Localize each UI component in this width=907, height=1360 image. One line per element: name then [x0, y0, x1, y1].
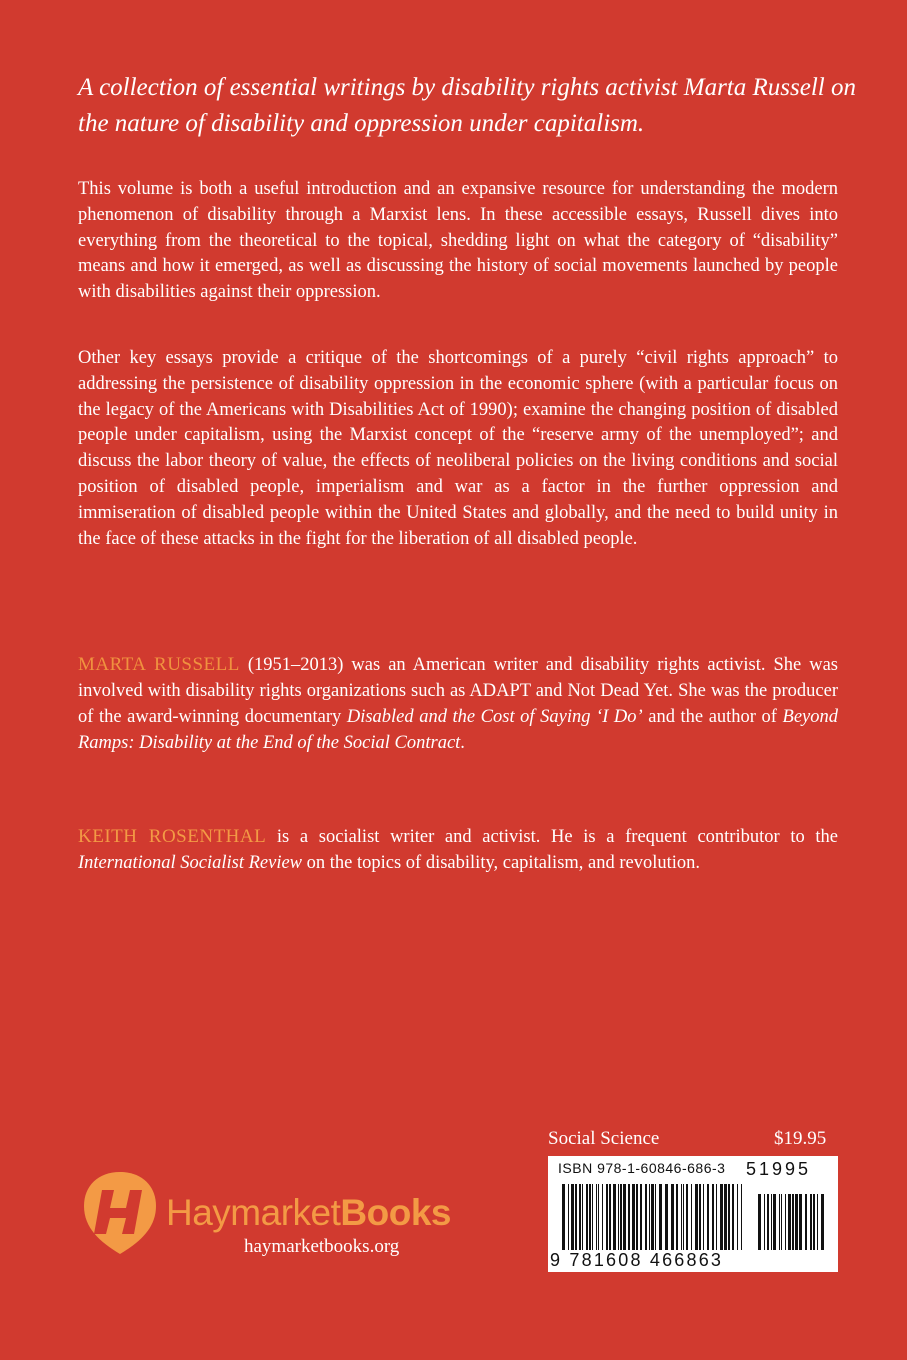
- barcode-bar: [628, 1184, 630, 1250]
- bio-text: and the author of: [642, 707, 783, 727]
- barcode-bar: [640, 1184, 642, 1250]
- barcode-bar: [592, 1184, 593, 1250]
- tagline: A collection of essential writings by disability rights activist Marta Russell on the nature of disability and oppression under capitalism.: [78, 74, 856, 137]
- barcode-bar: [707, 1184, 709, 1250]
- author-bio-rosenthal: [78, 824, 838, 876]
- barcode-bar: [792, 1194, 794, 1250]
- barcode-bar: [805, 1194, 807, 1250]
- barcode-bar: [606, 1184, 608, 1250]
- bio-text: on the topics of disability, capitalism, and revolution.: [302, 853, 701, 873]
- isbn-text: ISBN 978-1-60846-686-3: [558, 1160, 726, 1176]
- barcode-bar: [817, 1194, 818, 1250]
- author-name-rosenthal: KEITH ROSENTHAL: [78, 826, 267, 847]
- barcode-bar: [788, 1194, 791, 1250]
- barcode-bar: [813, 1194, 815, 1250]
- barcode-bar: [691, 1184, 692, 1250]
- barcode-bar: [785, 1194, 786, 1250]
- barcode-bar: [681, 1184, 682, 1250]
- barcode-bar: [683, 1184, 684, 1250]
- barcode-digits: 9 781608 466863: [550, 1250, 724, 1270]
- publisher-name-light: Haymarket: [166, 1192, 341, 1233]
- publisher-logo: [80, 1168, 500, 1268]
- barcode-bar: [609, 1184, 611, 1250]
- barcode-bar: [571, 1184, 574, 1250]
- barcode-bar: [645, 1184, 647, 1250]
- barcode-bar: [579, 1184, 581, 1250]
- barcode-bar: [764, 1194, 765, 1250]
- barcode-bar: [724, 1184, 727, 1250]
- barcode-bar: [732, 1184, 734, 1250]
- barcode-bar: [703, 1184, 704, 1250]
- barcode-addon-digits: 51995: [746, 1159, 812, 1179]
- barcode-bars-main: [562, 1184, 742, 1254]
- barcode-bar: [659, 1184, 662, 1250]
- barcode-bar: [795, 1194, 798, 1250]
- barcode-bar: [636, 1184, 638, 1250]
- publisher-name-bold: Books: [340, 1192, 451, 1233]
- author-name-russell: MARTA RUSSELL: [78, 654, 240, 675]
- barcode-bar: [582, 1184, 583, 1250]
- barcode-bar: [821, 1194, 824, 1250]
- barcode-bar: [589, 1184, 591, 1250]
- barcode-bar: [720, 1184, 723, 1250]
- price-label: $19.95: [774, 1128, 827, 1149]
- barcode-bar: [620, 1184, 622, 1250]
- publisher-name: [166, 1192, 451, 1234]
- barcode-bars-addon: [758, 1194, 828, 1264]
- barcode-bar: [799, 1194, 802, 1250]
- book-title: Disabled and the Cost of Saying ‘I Do’: [346, 707, 643, 727]
- barcode-bar: [562, 1184, 565, 1250]
- barcode-bar: [586, 1184, 588, 1250]
- bio-text: .: [460, 733, 465, 753]
- barcode-bar: [651, 1184, 654, 1250]
- barcode-bar: [613, 1184, 616, 1250]
- barcode-bar: [758, 1194, 761, 1250]
- journal-title: International Socialist Review: [78, 853, 303, 873]
- barcode-bar: [771, 1194, 772, 1250]
- barcode-bar: [741, 1184, 742, 1250]
- barcode-bar: [779, 1194, 780, 1250]
- barcode-bar: [781, 1194, 782, 1250]
- barcode-bar: [596, 1184, 597, 1250]
- barcode-bar: [671, 1184, 674, 1250]
- barcode-bar: [598, 1184, 599, 1250]
- barcode-bar: [632, 1184, 635, 1250]
- barcode-bar: [810, 1194, 812, 1250]
- description-paragraph-2: Other key essays provide a critique of the shortcomings of a purely “civil rights approach” to addressing the persistence of disability oppression in the economic sphere (with a particular focus on the legacy of the Americans with Disabilities Act of 1990); examine the changing position of disabled people under capitalism, using the Marxist concept of the “reserve army of the unemployed”; and discuss the labor theory of value, the effects of neoliberal policies on the living conditions and social position of disabled people, imperialism and war as a factor in the further oppression and immiseration of disabled people within the United States and globally, and the need to build unity in the face of these attacks in the fight for the liberation of all disabled people.: [78, 348, 838, 549]
- barcode-bar: [676, 1184, 678, 1250]
- barcode-bar: [623, 1184, 626, 1250]
- barcode-bar: [737, 1184, 738, 1250]
- isbn-barcode: [548, 1156, 838, 1272]
- barcode-bar: [602, 1184, 603, 1250]
- bio-text: is a socialist writer and activist. He is a frequent contributor to the: [266, 827, 838, 847]
- publisher-url: haymarketbooks.org: [244, 1236, 400, 1257]
- barcode-bar: [767, 1194, 769, 1250]
- barcode-bar: [686, 1184, 688, 1250]
- barcode-bar: [655, 1184, 656, 1250]
- author-bio-russell: [78, 652, 838, 756]
- haymarket-h-icon: [80, 1168, 160, 1258]
- barcode-bar: [575, 1184, 577, 1250]
- book-title: Beyond Ramps: Disability at the End of the Social Contract: [78, 707, 838, 753]
- barcode-bar: [728, 1184, 730, 1250]
- barcode-bar: [618, 1184, 619, 1250]
- bio-text: (1951–2013) was an American writer and disability rights activist. She was involved with disability rights organizations such as ADAPT and Not Dead Yet. She was the producer of the award-winning documentary: [78, 655, 838, 727]
- category-label: Social Science: [548, 1128, 660, 1149]
- barcode-bar: [649, 1184, 650, 1250]
- barcode-bar: [712, 1184, 714, 1250]
- barcode-bar: [665, 1184, 668, 1250]
- barcode-bar: [773, 1194, 776, 1250]
- barcode-bar: [716, 1184, 717, 1250]
- description-paragraph-1: This volume is both a useful introduction and an expansive resource for understanding the modern phenomenon of disability through a Marxist lens. In these accessible essays, Russell dives into everything from the theoretical to the topical, shedding light on what the category of “disability” means and how it emerged, as well as discussing the history of social movements launched by people with disabilities against their oppression.: [78, 179, 838, 303]
- barcode-bar: [695, 1184, 698, 1250]
- barcode-bar: [699, 1184, 701, 1250]
- barcode-bar: [568, 1184, 569, 1250]
